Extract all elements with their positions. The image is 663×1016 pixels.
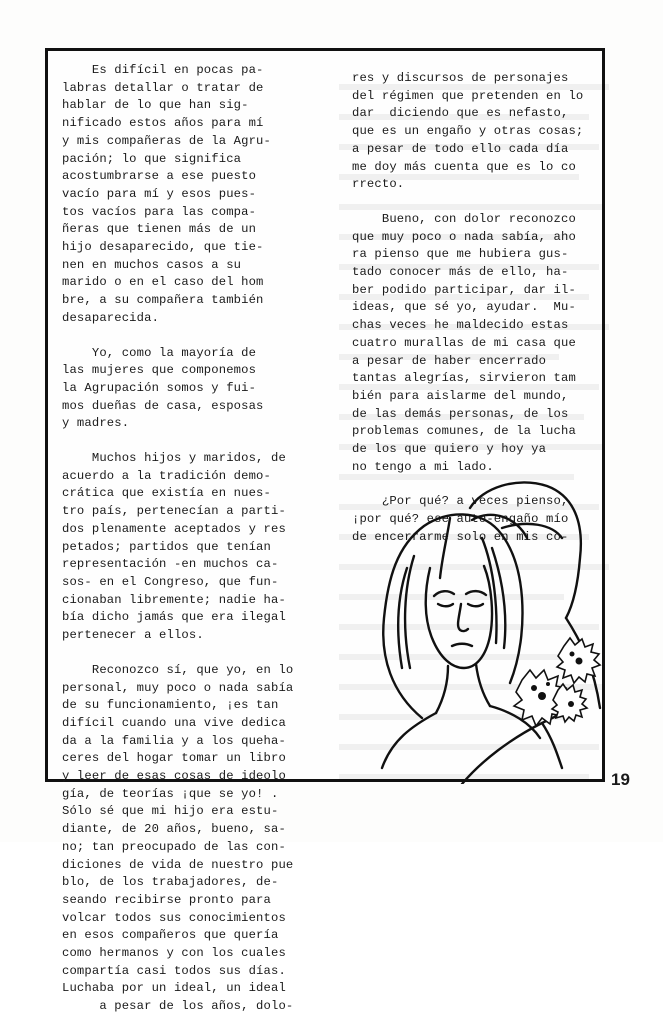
- paragraph-why: ¿Por qué? a veces pienso, ¡por qué? ese auto-engaño mío de encerrarme solo en mis co-: [352, 494, 569, 544]
- paragraph-housewives: Yo, como la mayoría de las mujeres que componemos la Agrupación somos y fui- mos dueñas de casa, esposas y madres.: [62, 345, 264, 431]
- woman-with-carnations-illustration: [352, 468, 604, 784]
- paragraph-son: Reconozco sí, que yo, en lo personal, muy poco o nada sabía de su funcionamiento, ¡es tan difícil cuando una vive dedica da a la familia y a los queha- ceres del hogar tomar un libro y leer de esas cosas de ideolo gía, de teorías ¡que se yo! . Sólo sé que mi hijo era estu- diante, de 20 años, bueno, sa- no; tan preocupado de las con- diciones de vida de nuestro pue blo, de los trabajadores, de- seando recibirse pronto para volcar todos sus conocimientos en esos compañeros que quería como hermanos y con los cuales compartía casi todos sus días. Luchaba por un ideal, un ideal a pesar de los años, dolo-: [62, 662, 294, 1014]
- paragraph-regime: res y discursos de personajes del régimen que pretenden en lo dar diciendo que es nefasto, que es un engaño y otras cosas; a pesar de todo ello cada día me doy más cuenta que es lo co rrecto.: [352, 71, 584, 192]
- paragraph-empty-places: Es difícil en pocas pa- labras detallar o tratar de hablar de lo que han sig- nificado estos años para mí y mis compañeras de la Agru- pación; lo que significa acostumbrarse a ese puesto vacío para mí y esos pues- tos vacíos para las compa- ñeras que tienen más de un hijo desaparecido, que tie- nen en muchos casos a su marido o en el caso del hom bre, a su compañera también desaparecida.: [62, 63, 271, 325]
- paragraph-parties: Muchos hijos y maridos, de acuerdo a la tradición demo- crática que existía en nues- tro país, pertenecían a parti- dos plenamente aceptados y res petados; partidos que tenían representación -en muchos ca- sos- en el Congreso, que fun- cionaban libremente; nadie ha- bía dicho jamás que era ilegal pertenecer a ellos.: [62, 451, 286, 643]
- left-column: [62, 62, 312, 1016]
- background-figure-hairline: [502, 524, 562, 538]
- page-number: 19: [611, 770, 630, 789]
- paragraph-four-walls: Bueno, con dolor reconozco que muy poco o nada sabía, aho ra pienso que me hubiera gus- tado conocer más de ello, ha- ber podido participar, dar il- ideas, que sé yo, ayudar. Mu- chas veces he maldecido estas cuatro murallas de mi casa que a pesar de haber encerrado tantas alegrías, sirvieron tam bién para aislarme del mundo, de las demás personas, de los problemas comunes, de la lucha de los que quiero y hoy ya no tengo a mi lado.: [352, 211, 576, 474]
- carnation-flowers: [514, 638, 600, 726]
